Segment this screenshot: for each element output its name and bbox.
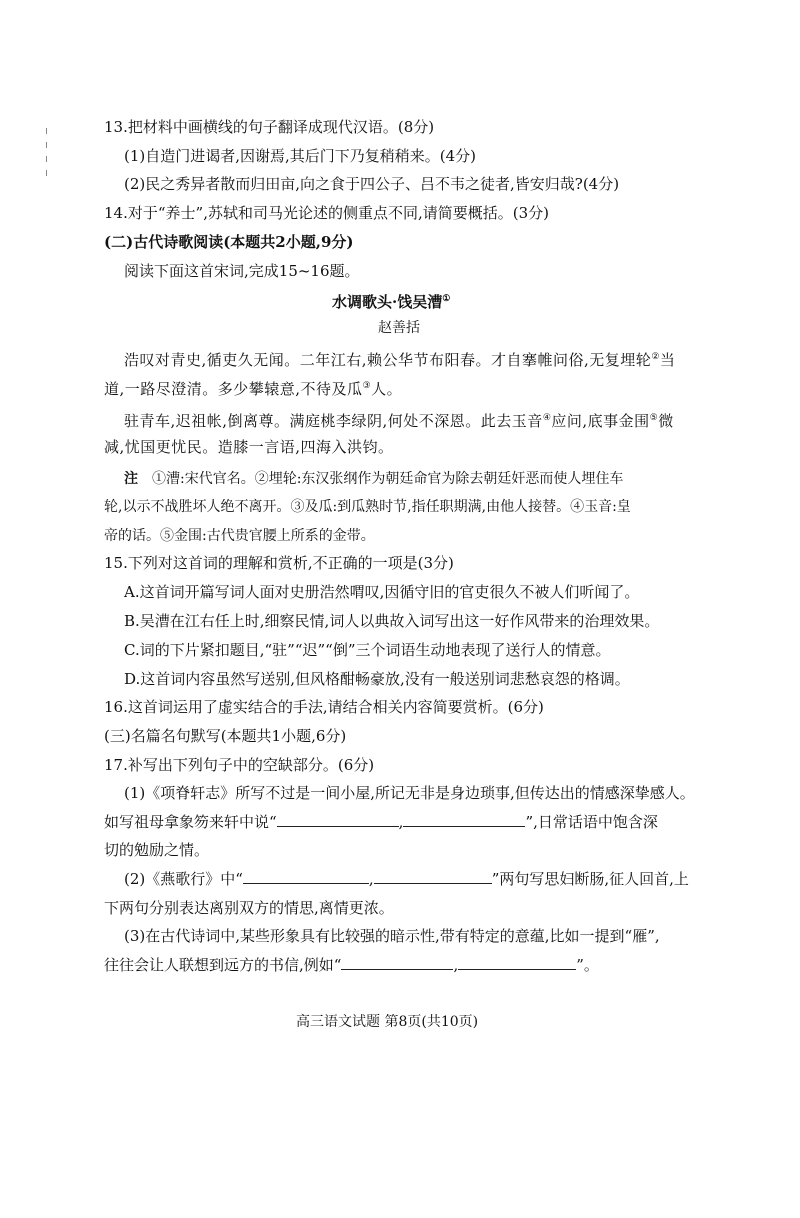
q15-option-c: C.词的下片紧扣题目,“驻”“迟”“倒”三个词语生动地表现了送行人的情意。 <box>124 641 611 659</box>
poem-notes: 帝的话。⑤金围:古代贵官腰上所系的金带。 <box>104 528 375 544</box>
q15-stem: 15.下列对这首词的理解和赏析,不正确的一项是(3分) <box>104 554 454 572</box>
answer-blank[interactable] <box>341 955 453 970</box>
poem-line: 减,忧国更忧民。造膝一言语,四海入洪钧。 <box>104 438 394 456</box>
answer-blank[interactable] <box>277 812 399 827</box>
q15-option-b: B.吴漕在江右任上时,细察民情,词人以典故入词写出这一好作风带来的治理效果。 <box>124 612 660 630</box>
q16-stem: 16.这首词运用了虚实结合的手法,请结合相关内容简要赏析。(6分) <box>104 698 544 716</box>
q17-part1: 切的勉励之情。 <box>104 841 210 859</box>
section3-heading: (三)名篇名句默写(本题共1小题,6分) <box>104 727 347 745</box>
q17-part1: 如写祖母拿象笏来轩中说“ , ”,日常话语中饱含深 <box>104 813 658 831</box>
q13-sub1: (1)自造门进谒者,因谢焉,其后门下乃复稍稍来。(4分) <box>124 147 477 165</box>
margin-mark <box>46 156 47 162</box>
q17-part3: 往往会让人联想到远方的书信,例如“ , ”。 <box>104 956 599 974</box>
answer-blank[interactable] <box>403 812 525 827</box>
poem-notes: 注 ①漕:宋代官名。②埋轮:东汉张纲作为朝廷命官为除去朝廷奸恶而使人埋住车 <box>124 471 624 487</box>
q15-option-d: D.这首词内容虽然写送别,但风格酣畅豪放,没有一般送别词悲愁哀怨的格调。 <box>124 670 630 688</box>
notes-label: 注 <box>124 471 138 487</box>
q17-part3: (3)在古代诗词中,某些形象具有比较强的暗示性,带有特定的意蕴,比如一提到“雁”, <box>124 927 660 945</box>
margin-mark <box>46 170 47 176</box>
poem-line: 驻青车,迟祖帐,倒离尊。满庭桃李绿阴,何处不深恩。此去玉音④应问,底事金围⑤微 <box>124 412 674 430</box>
answer-blank[interactable] <box>458 955 576 970</box>
poem-line: 道,一路尽澄清。多少攀辕意,不待及瓜③人。 <box>104 380 403 398</box>
section2-heading: (二)古代诗歌阅读(本题共2小题,9分) <box>104 233 354 251</box>
q15-option-a: A.这首词开篇写词人面对史册浩然喟叹,因循守旧的官吏很久不被人们听闻了。 <box>124 583 640 601</box>
margin-mark <box>46 128 47 134</box>
margin-mark <box>46 142 47 148</box>
q17-part2: (2)《燕歌行》中“ , ”两句写思妇断肠,征人回首,上 <box>124 870 689 888</box>
q17-stem: 17.补写出下列句子中的空缺部分。(6分) <box>104 756 375 774</box>
q17-part2: 下两句分别表达离别双方的情思,离情更浓。 <box>104 899 394 917</box>
section2-intro: 阅读下面这首宋词,完成15~16题。 <box>124 262 360 280</box>
q17-part1: (1)《项脊轩志》所写不过是一间小屋,所记无非是身边琐事,但传达出的情感深挚感人。 <box>124 784 695 802</box>
page-footer: 高三语文试题 第8页(共10页) <box>296 1014 479 1030</box>
answer-blank[interactable] <box>374 869 492 884</box>
poem-title: 水调歌头·饯吴漕① <box>332 293 451 311</box>
q13-sub2: (2)民之秀异者散而归田亩,向之食于四公子、吕不韦之徒者,皆安归哉?(4分) <box>124 175 620 193</box>
poem-author: 赵善括 <box>378 320 420 336</box>
poem-notes: 轮,以示不战胜坏人绝不离开。③及瓜:到瓜熟时节,指任职期满,由他人接替。④玉音:皇 <box>104 499 631 515</box>
q14-stem: 14.对于“养士”,苏轼和司马光论述的侧重点不同,请简要概括。(3分) <box>104 204 549 222</box>
poem-line: 浩叹对青史,循吏久无闻。二年江右,赖公华节布阳春。才自搴帷问俗,无复埋轮②当 <box>124 351 676 369</box>
q13-stem: 13.把材料中画横线的句子翻译成现代汉语。(8分) <box>104 118 435 136</box>
answer-blank[interactable] <box>243 869 369 884</box>
